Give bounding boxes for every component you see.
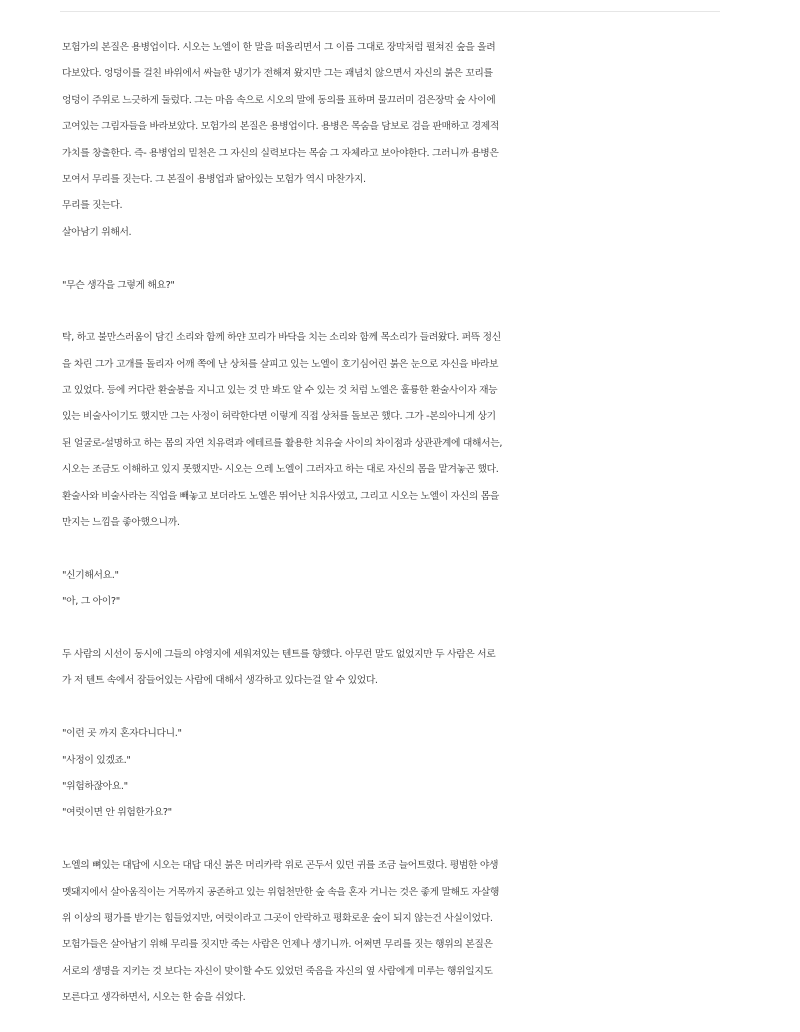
paragraph-gap <box>62 536 742 562</box>
text-line: 만지는 느낌을 좋아했으니까. <box>62 517 180 529</box>
text-line: 모험가들은 살아남기 위해 무리를 짓지만 죽는 사람은 언제나 생기니까. 어쩌면 무리를 짓는 행위의 본질은 <box>62 939 493 951</box>
paragraph-gap <box>62 695 742 721</box>
paragraph-7 <box>62 853 742 1011</box>
paragraph-gap <box>62 616 742 642</box>
text-line: 고 있었다. 등에 커다란 환술봉을 지니고 있는 것 만 봐도 알 수 있는 것 처럼 노엘은 훌륭한 환술사이자 재능 <box>62 385 498 397</box>
text-line: 가 저 텐트 속에서 잠들어있는 사람에 대해서 생각하고 있다는걸 알 수 있었다. <box>62 675 378 687</box>
text-line: 멧돼지에서 살아움직이는 거목까지 공존하고 있는 위험천만한 숲 속을 혼자 거니는 것은 좋게 말해도 자살행 <box>62 886 499 898</box>
paragraph-2 <box>62 273 742 299</box>
top-divider <box>60 11 720 12</box>
text-line: 모여서 무리를 짓는다. 그 본질이 용병업과 닮아있는 모험가 역시 마찬가지. <box>62 173 366 185</box>
text-line: 모른다고 생각하면서, 시오는 한 숨을 쉬었다. <box>62 992 246 1004</box>
text-line: 탁, 하고 불만스러움이 담긴 소리와 함께 하얀 꼬리가 바닥을 치는 소리와 함께 목소리가 들려왔다. 퍼뜩 정신 <box>62 332 501 344</box>
text-line: 무리를 짓는다. <box>62 200 123 212</box>
text-line: 노엘의 뼈있는 대답에 시오는 대답 대신 붉은 머리카락 위로 곤두서 있던 귀를 조금 늘어트렸다. 평범한 야생 <box>62 860 499 872</box>
paragraph-5 <box>62 642 742 695</box>
paragraph-4 <box>62 563 742 616</box>
text-line: 된 얼굴로-설명하고 하는 몸의 자연 치유력과 에테르를 활용한 치유술 사이의 차이점과 상관관계에 대해서는, <box>62 437 503 449</box>
text-line: 환술사와 비술사라는 직업을 빼놓고 보더라도 노엘은 뛰어난 치유사였고, 그리고 시오는 노엘이 자신의 몸을 <box>62 490 499 502</box>
paragraph-3 <box>62 325 742 536</box>
text-line: 을 차린 그가 고개를 돌리자 어깨 쪽에 난 상처를 살피고 있는 노엘이 호기심어린 붉은 눈으로 자신을 바라보 <box>62 358 499 370</box>
text-line: 모험가의 본질은 용병업이다. 시오는 노엘이 한 말을 떠올리면서 그 이름 그대로 장막처럼 펼쳐진 숲을 올려 <box>62 42 496 53</box>
paragraph-gap <box>62 827 742 853</box>
dialogue-line: "사정이 있겠죠." <box>62 754 131 766</box>
paragraph-6 <box>62 721 742 827</box>
text-line: 엉덩이 주위로 느긋하게 둘렀다. 그는 마음 속으로 시오의 말에 동의를 표하며 물끄러미 검은장막 숲 사이에 <box>62 94 496 106</box>
text-line: 두 사람의 시선이 동시에 그들의 야영지에 세워져있는 텐트를 향했다. 아무런 말도 없었지만 두 사람은 서로 <box>62 648 496 660</box>
article-body <box>62 35 742 1011</box>
text-line: 있는 비술사이기도 했지만 그는 사정이 허락한다면 이렇게 직접 상처를 돌보곤 했다. 그가 -본의아니게 상기 <box>62 411 496 423</box>
dialogue-line: "아, 그 아이?" <box>62 596 120 608</box>
text-line: 시오는 조금도 이해하고 있지 못했지만- 시오는 으레 노엘이 그러자고 하는 대로 자신의 몸을 맡겨놓곤 했다. <box>62 464 499 476</box>
dialogue-line: "신기해서요." <box>62 569 119 581</box>
text-line: 위 이상의 평가를 받기는 힘들었지만, 여럿이라고 그곳이 안락하고 평화로운 숲이 되지 않는건 사실이었다. <box>62 912 493 924</box>
paragraph-gap <box>62 246 742 272</box>
text-line: 서로의 생명을 지키는 것 보다는 자신이 맞이할 수도 있었던 죽음을 자신의 옆 사람에게 미루는 행위일지도 <box>62 965 493 977</box>
text-line: 살아남기 위해서. <box>62 226 132 238</box>
dialogue-line: "여럿이면 안 위험한가요?" <box>62 807 172 819</box>
text-line: 고여있는 그림자들을 바라보았다. 모험가의 본질은 용병업이다. 용병은 목숨을 담보로 검을 판매하고 경제적 <box>62 121 499 133</box>
dialogue-line: "무슨 생각을 그렇게 해요?" <box>62 279 175 291</box>
text-line: 가치를 창출한다. 즉- 용병업의 밑천은 그 자신의 실력보다는 목숨 그 자체라고 보아야한다. 그러니까 용병은 <box>62 147 499 159</box>
paragraph-gap <box>62 299 742 325</box>
paragraph-1 <box>62 35 742 246</box>
text-line: 다보았다. 엉덩이를 걸친 바위에서 싸늘한 냉기가 전해져 왔지만 그는 괘념치 않으면서 자신의 붉은 꼬리를 <box>62 68 493 80</box>
dialogue-line: "위험하잖아요." <box>62 780 128 792</box>
dialogue-line: "이런 곳 까지 혼자다니다니." <box>62 728 182 740</box>
